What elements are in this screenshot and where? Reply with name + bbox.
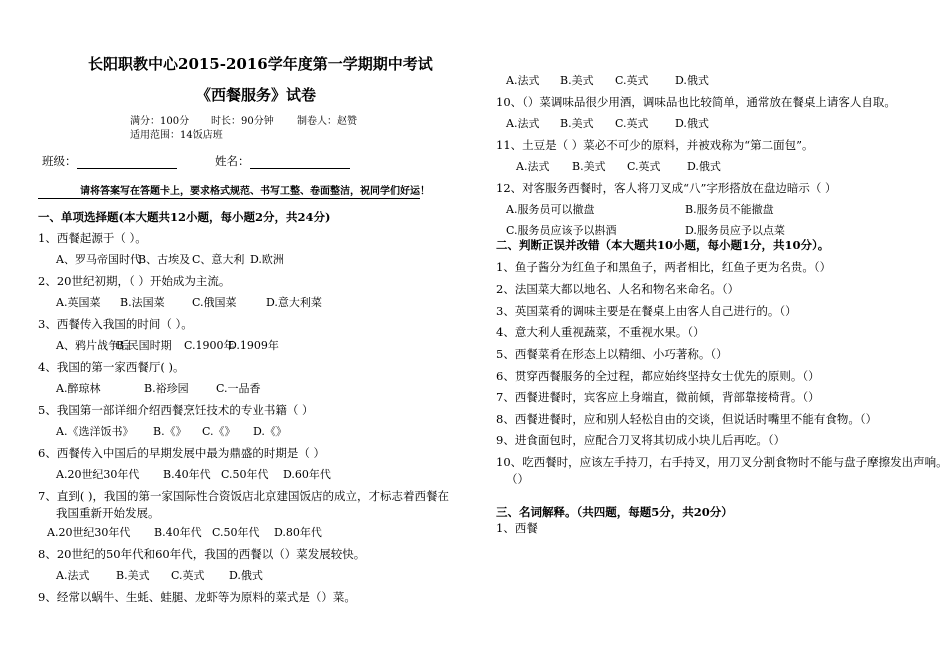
option-d[interactable]: D.1909年 bbox=[228, 339, 279, 352]
option-c[interactable]: C.英式 bbox=[171, 569, 205, 582]
option-c[interactable]: C.俄国菜 bbox=[192, 296, 237, 309]
meta-scope: 适用范围：14饭店班 bbox=[130, 130, 223, 141]
question-7-continued: 我国重新开始发展。 bbox=[56, 506, 160, 520]
question-1: 1、西餐起源于（ ）。 bbox=[38, 231, 147, 245]
option-c[interactable]: C.英式 bbox=[627, 160, 661, 173]
question-12: 12、对客服务西餐时，客人将刀叉成“八”字形搭放在盘边暗示（ ） bbox=[496, 181, 837, 195]
question-3-options bbox=[56, 337, 279, 353]
option-d[interactable]: D.60年代 bbox=[283, 468, 331, 481]
option-d[interactable]: D.欧洲 bbox=[250, 253, 284, 266]
option-d[interactable]: D.俄式 bbox=[687, 160, 721, 173]
name-blank[interactable] bbox=[250, 156, 350, 169]
option-c[interactable]: C、意大利 bbox=[192, 253, 245, 266]
option-d[interactable]: D.意大利菜 bbox=[266, 296, 322, 309]
question-5-options bbox=[56, 423, 287, 439]
option-b[interactable]: B.美式 bbox=[560, 74, 594, 87]
option-a[interactable]: A.服务员可以撤盘 bbox=[506, 203, 595, 216]
option-b[interactable]: B.服务员不能撤盘 bbox=[685, 203, 774, 216]
question-9: 9、经常以蜗牛、生蚝、蛙腿、龙虾等为原料的菜式是（）菜。 bbox=[38, 590, 356, 604]
option-a[interactable]: A.20世纪30年代 bbox=[56, 468, 140, 481]
option-d[interactable]: D.服务员应予以点菜 bbox=[685, 224, 785, 237]
right-column bbox=[475, 0, 950, 671]
name-field bbox=[215, 153, 350, 169]
option-b[interactable]: B.美式 bbox=[572, 160, 606, 173]
question-2: 2、20世纪初期，（ ）开始成为主流。 bbox=[38, 274, 231, 288]
option-c[interactable]: C.《》 bbox=[202, 425, 236, 438]
option-b[interactable]: B.美式 bbox=[560, 117, 594, 130]
question-4: 4、我国的第一家西餐厅( )。 bbox=[38, 360, 185, 374]
exam-subject-title: 《西餐服务》试卷 bbox=[196, 86, 317, 104]
class-label: 班级： bbox=[42, 154, 77, 168]
meta-time: 时长：90分钟 bbox=[211, 116, 274, 127]
tf-item: 2、法国菜大都以地名、人名和物名来命名。（） bbox=[496, 282, 740, 296]
tf-item: 9、进食面包时，应配合刀叉将其切成小块儿后再吃。（） bbox=[496, 433, 786, 447]
section2-heading: 二、判断正误并改错（本大题共10小题，每小题1分，共10分）。 bbox=[496, 238, 830, 252]
option-a[interactable]: A、罗马帝国时代 bbox=[56, 253, 141, 266]
question-2-options bbox=[56, 294, 322, 310]
header-divider bbox=[38, 198, 420, 199]
definition-item: 1、西餐 bbox=[496, 521, 538, 535]
tf-item: 3、英国菜肴的调味主要是在餐桌上由客人自己进行的。（） bbox=[496, 304, 797, 318]
question-6: 6、西餐传入中国后的早期发展中最为鼎盛的时期是（ ） bbox=[38, 446, 325, 460]
option-d[interactable]: D.俄式 bbox=[675, 117, 709, 130]
option-c[interactable]: C.50年代 bbox=[221, 468, 269, 481]
question-1-options bbox=[56, 251, 284, 267]
name-label: 姓名： bbox=[215, 154, 250, 168]
exam-title: 长阳职教中心2015-2016学年度第一学期期中考试 bbox=[88, 55, 433, 73]
question-7: 7、直到( )，我国的第一家国际性合资饭店北京建国饭店的成立，才标志着西餐在 bbox=[38, 489, 449, 503]
option-c[interactable]: C.服务员应该予以斟酒 bbox=[506, 224, 617, 237]
class-blank[interactable] bbox=[77, 156, 177, 169]
section3-heading: 三、名词解释。（共四题，每题5分，共20分） bbox=[496, 505, 733, 519]
option-c[interactable]: C.一品香 bbox=[216, 382, 261, 395]
exam-notice: 请将答案写在答题卡上，要求格式规范、书写工整、卷面整洁，祝同学们好运！ bbox=[80, 186, 430, 197]
question-10: 10、（）菜调味品很少用酒，调味品也比较简单，通常放在餐桌上请客人自取。 bbox=[496, 95, 896, 109]
option-c[interactable]: C.英式 bbox=[615, 74, 649, 87]
class-field bbox=[42, 153, 177, 169]
tf-item-continued: （） bbox=[506, 472, 529, 486]
option-b[interactable]: B.40年代 bbox=[163, 468, 211, 481]
option-d[interactable]: D.80年代 bbox=[274, 526, 322, 539]
option-c[interactable]: C.50年代 bbox=[212, 526, 260, 539]
tf-item: 7、西餐进餐时，宾客应上身端直，微前倾，背部靠接椅背。（） bbox=[496, 390, 820, 404]
question-9-options bbox=[506, 72, 709, 88]
question-8: 8、20世纪的50年代和60年代，我国的西餐以（）菜发展较快。 bbox=[38, 547, 366, 561]
option-c[interactable]: C.英式 bbox=[615, 117, 649, 130]
option-b[interactable]: B.裕珍园 bbox=[144, 382, 189, 395]
option-a[interactable]: A.20世纪30年代 bbox=[47, 526, 131, 539]
tf-item: 4、意大利人重视蔬菜，不重视水果。（） bbox=[496, 325, 705, 339]
meta-score: 满分：100分 bbox=[130, 116, 190, 127]
option-a[interactable]: A.法式 bbox=[506, 117, 540, 130]
option-b[interactable]: B.40年代 bbox=[154, 526, 202, 539]
option-b[interactable]: B.法国菜 bbox=[120, 296, 165, 309]
option-a[interactable]: A.法式 bbox=[56, 569, 90, 582]
option-d[interactable]: D.《》 bbox=[253, 425, 287, 438]
question-8-options bbox=[56, 567, 263, 583]
tf-item: 8、西餐进餐时，应和别人轻松自由的交谈，但说话时嘴里不能有食物。（） bbox=[496, 412, 878, 426]
option-a[interactable]: A、鸦片战争后 bbox=[56, 339, 130, 352]
option-c[interactable]: C.1900年 bbox=[184, 339, 235, 352]
tf-item: 5、西餐菜肴在形态上以精细、小巧著称。（） bbox=[496, 347, 728, 361]
question-11: 11、土豆是（ ）菜必不可少的原料，并被戏称为“第二面包”。 bbox=[496, 138, 814, 152]
option-a[interactable]: A.醉琼林 bbox=[56, 382, 101, 395]
option-b[interactable]: B.民国时期 bbox=[116, 339, 172, 352]
tf-item: 10、吃西餐时，应该左手持刀，右手持叉，用刀叉分割食物时不能与盘子摩擦发出声响。 bbox=[496, 455, 948, 469]
tf-item: 1、鱼子酱分为红鱼子和黑鱼子，两者相比，红鱼子更为名贵。（） bbox=[496, 260, 832, 274]
question-3: 3、西餐传入我国的时间（ ）。 bbox=[38, 317, 193, 331]
option-b[interactable]: B.《》 bbox=[153, 425, 187, 438]
question-5: 5、我国第一部详细介绍西餐烹饪技术的专业书籍（ ） bbox=[38, 403, 314, 417]
question-7-options bbox=[47, 524, 322, 540]
section1-heading: 一、单项选择题(本大题共12小题，每小题2分，共24分) bbox=[38, 210, 331, 224]
option-a[interactable]: A.法式 bbox=[516, 160, 550, 173]
option-d[interactable]: D.俄式 bbox=[675, 74, 709, 87]
option-a[interactable]: A.法式 bbox=[506, 74, 540, 87]
meta-author: 制卷人：赵赞 bbox=[297, 116, 357, 127]
option-a[interactable]: A.《选洋饭书》 bbox=[56, 425, 134, 438]
question-4-options bbox=[56, 380, 261, 396]
option-b[interactable]: B.美式 bbox=[116, 569, 150, 582]
option-d[interactable]: D.俄式 bbox=[229, 569, 263, 582]
option-a[interactable]: A.英国菜 bbox=[56, 296, 101, 309]
question-10-options bbox=[506, 115, 709, 131]
question-6-options bbox=[56, 466, 331, 482]
question-11-options bbox=[516, 158, 721, 174]
tf-item: 6、贯穿西餐服务的全过程，都应始终坚持女士优先的原则。（） bbox=[496, 369, 820, 383]
option-b[interactable]: B、古埃及 bbox=[138, 253, 191, 266]
